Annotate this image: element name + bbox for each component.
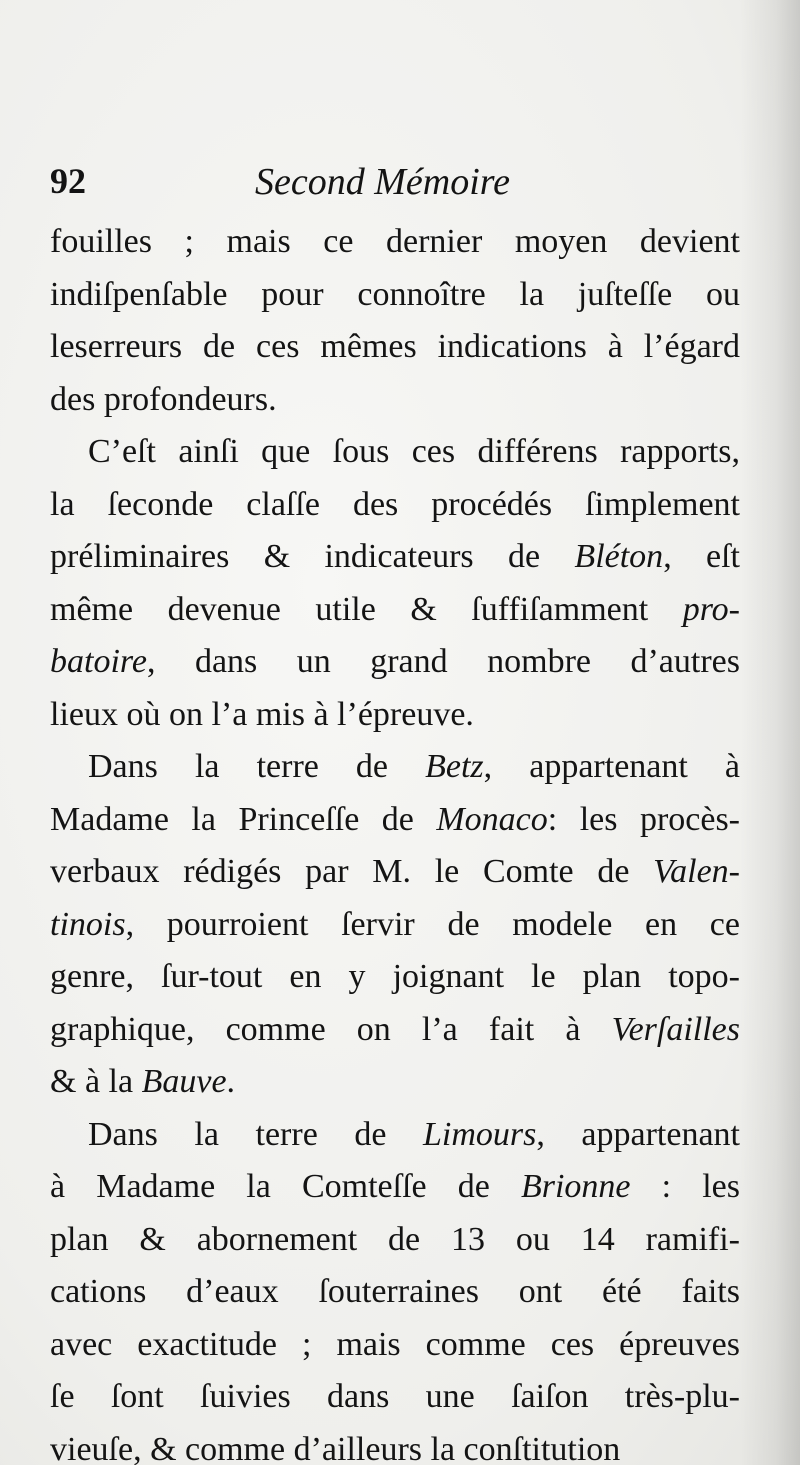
page-header	[50, 160, 750, 210]
italic-segment: Brionne	[520, 1168, 631, 1205]
text-segment: graphique, comme on l’a fait à	[50, 1010, 612, 1048]
text-line	[50, 1424, 740, 1465]
paragraph	[50, 1109, 740, 1465]
text-segment: & à la	[50, 1063, 142, 1100]
italic-segment: Monaco	[436, 800, 548, 838]
text-segment: , dans un grand nombre d’autres	[146, 643, 740, 680]
text-line	[50, 741, 740, 794]
text-line	[50, 1266, 740, 1319]
text-line	[50, 479, 740, 532]
text-segment: .	[226, 1063, 236, 1100]
text-segment: même devenue utile & ſuffiſamment	[50, 590, 683, 628]
text-segment: avec exactitude ; mais comme ces épreuves	[50, 1325, 740, 1363]
text-segment: : les procès-	[547, 800, 740, 838]
text-segment: fouilles ; mais ce dernier moyen devient	[50, 223, 740, 260]
text-line	[50, 269, 740, 322]
italic-segment: batoire	[50, 643, 147, 680]
text-line	[50, 531, 740, 584]
text-segment: Madame la Princeſſe de	[50, 800, 437, 838]
text-segment: , eſt	[663, 538, 740, 575]
italic-segment: Verſailles	[611, 1010, 740, 1048]
text-line	[50, 426, 740, 479]
italic-segment: Betz	[425, 748, 484, 785]
text-segment: cations d’eaux ſouterraines ont été faits	[50, 1273, 740, 1310]
text-segment: préliminaires & indicateurs de	[50, 538, 575, 575]
italic-segment: pro-	[682, 590, 740, 628]
text-line	[50, 689, 740, 742]
text-segment: , appartenant	[536, 1115, 740, 1153]
italic-segment: Limours	[423, 1115, 537, 1153]
italic-segment: tinois	[50, 905, 126, 943]
text-segment: ſe ſont ſuivies dans une ſaiſon très-plu-	[50, 1378, 740, 1415]
text-line	[50, 636, 740, 689]
text-segment: genre, ſur-tout en y joignant le plan topo-	[50, 958, 740, 995]
text-segment: : les	[630, 1168, 740, 1205]
text-segment: C’eſt ainſi que ſous ces différens rapports,	[88, 433, 740, 470]
italic-segment: Valen-	[653, 853, 740, 890]
text-segment: Dans la terre de	[88, 748, 426, 785]
text-line	[50, 321, 740, 374]
text-line	[50, 1109, 740, 1162]
text-line	[50, 1371, 740, 1424]
text-segment: plan & abornement de 13 ou 14 ramifi-	[50, 1220, 740, 1258]
italic-segment: Bléton	[574, 538, 664, 575]
text-segment: , appartenant à	[483, 748, 740, 785]
text-segment: indiſpenſable pour connoître la juſteſſe ou	[50, 275, 740, 313]
text-line	[50, 374, 740, 427]
text-line	[50, 1056, 740, 1109]
body-text	[50, 216, 740, 1465]
text-line	[50, 846, 740, 899]
text-line	[50, 216, 740, 269]
text-line	[50, 1161, 740, 1214]
text-line	[50, 951, 740, 1004]
text-segment: à Madame la Comteſſe de	[50, 1168, 521, 1205]
text-segment: , pourroient ſervir de modele en ce	[125, 905, 740, 943]
text-line	[50, 1214, 740, 1267]
paragraph	[50, 741, 740, 1109]
text-line	[50, 584, 740, 637]
paragraph	[50, 216, 740, 426]
text-line	[50, 899, 740, 952]
text-segment: leserreurs de ces mêmes indications à l’égard	[50, 328, 740, 365]
text-line	[50, 1319, 740, 1372]
page-edge-shadow	[740, 0, 800, 1465]
text-segment: lieux où on l’a mis à l’épreuve.	[50, 695, 474, 733]
text-segment: Dans la terre de	[88, 1115, 423, 1153]
text-segment: la ſeconde claſſe des procédés ſimplement	[50, 485, 740, 523]
text-line	[50, 794, 740, 847]
running-title: Second Mémoire	[255, 161, 510, 203]
text-line	[50, 1004, 740, 1057]
text-segment: vieuſe, & comme d’ailleurs la conſtitution	[50, 1430, 621, 1465]
text-segment: des profondeurs.	[50, 380, 277, 418]
page-number: 92	[50, 161, 86, 201]
italic-segment: Bauve	[141, 1063, 227, 1100]
paragraph	[50, 426, 740, 741]
text-segment: verbaux rédigés par M. le Comte de	[50, 853, 654, 890]
